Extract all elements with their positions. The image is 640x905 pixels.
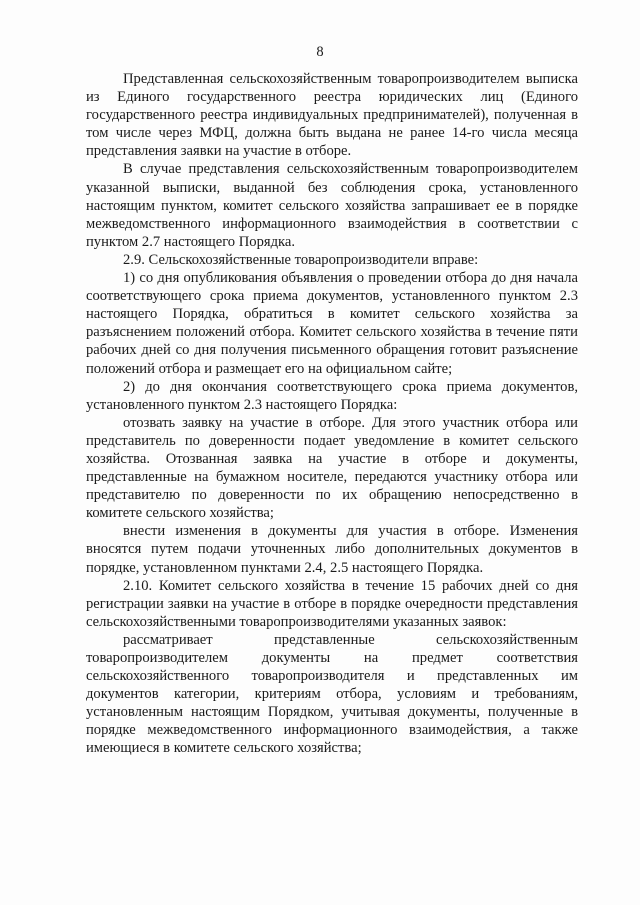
paragraph-2-9-item-2: 2) до дня окончания соответствующего срока приема документов, установленного пунктом 2.3 настоящего Порядка: <box>86 378 578 413</box>
paragraph-withdraw-application: отозвать заявку на участие в отборе. Для этого участник отбора или представитель по доверенности подает уведомление в комитет сельского хозяйства. Отозванная заявка на участие в отборе и документы, представленные на бумажном носителе, передаются участнику отбора или представителю по доверенности по их обращению непосредственно в комитете сельского хозяйства; <box>86 414 578 522</box>
paragraph-2-10-heading: 2.10. Комитет сельского хозяйства в течение 15 рабочих дней со дня регистрации заявки на участие в отборе в порядке очередности представления сельскохозяйственными товаропроизводителями указанных заявок: <box>86 577 578 630</box>
paragraph-extract-request: В случае представления сельскохозяйственным товаропроизводителем указанной выписки, выданной без соблюдения срока, установленного настоящим пунктом, комитет сельского хозяйства запрашивает ее в порядке межведомственного информационного взаимодействия в соответствии с пунктом 2.7 настоящего Порядка. <box>86 161 578 250</box>
paragraph-extract-requirement: Представленная сельскохозяйственным товаропроизводителем выписка из Единого государственного реестра юридических лиц (Единого государственного реестра индивидуальных предпринимателей), полученная в том числе через МФЦ, должна быть выдана не ранее 14-го числа месяца представления заявки на участие в отборе. <box>86 71 578 160</box>
paragraph-amend-documents: внести изменения в документы для участия в отборе. Изменения вносятся путем подачи уточненных либо дополнительных документов в порядке, установленном пунктами 2.4, 2.5 настоящего Порядка. <box>86 523 578 576</box>
page-number: 8 <box>316 44 324 60</box>
paragraph-review-documents: рассматривает представленные сельскохозяйственным товаропроизводителем документы на предмет соответствия сельскохозяйственного товаропроизводителя и представленных им документов категории, критериям отбора, условиям и требованиям, установленным настоящим Порядком, учитывая документы, полученные в порядке межведомственного информационного взаимодействия, а также имеющиеся в комитете сельского хозяйства; <box>86 631 578 757</box>
document-body <box>86 70 578 758</box>
paragraph-2-9-heading: 2.9. Сельскохозяйственные товаропроизводители вправе: <box>123 251 479 268</box>
paragraph-2-9-item-1: 1) со дня опубликования объявления о проведении отбора до дня начала соответствующего срока приема документов, установленного пунктом 2.3 настоящего Порядка, обратиться в комитет сельского хозяйства за разъяснением положений отбора. Комитет сельского хозяйства в течение пяти рабочих дней со дня получения письменного обращения готовит разъяснение положений отбора и размещает его на официальном сайте; <box>86 270 578 377</box>
